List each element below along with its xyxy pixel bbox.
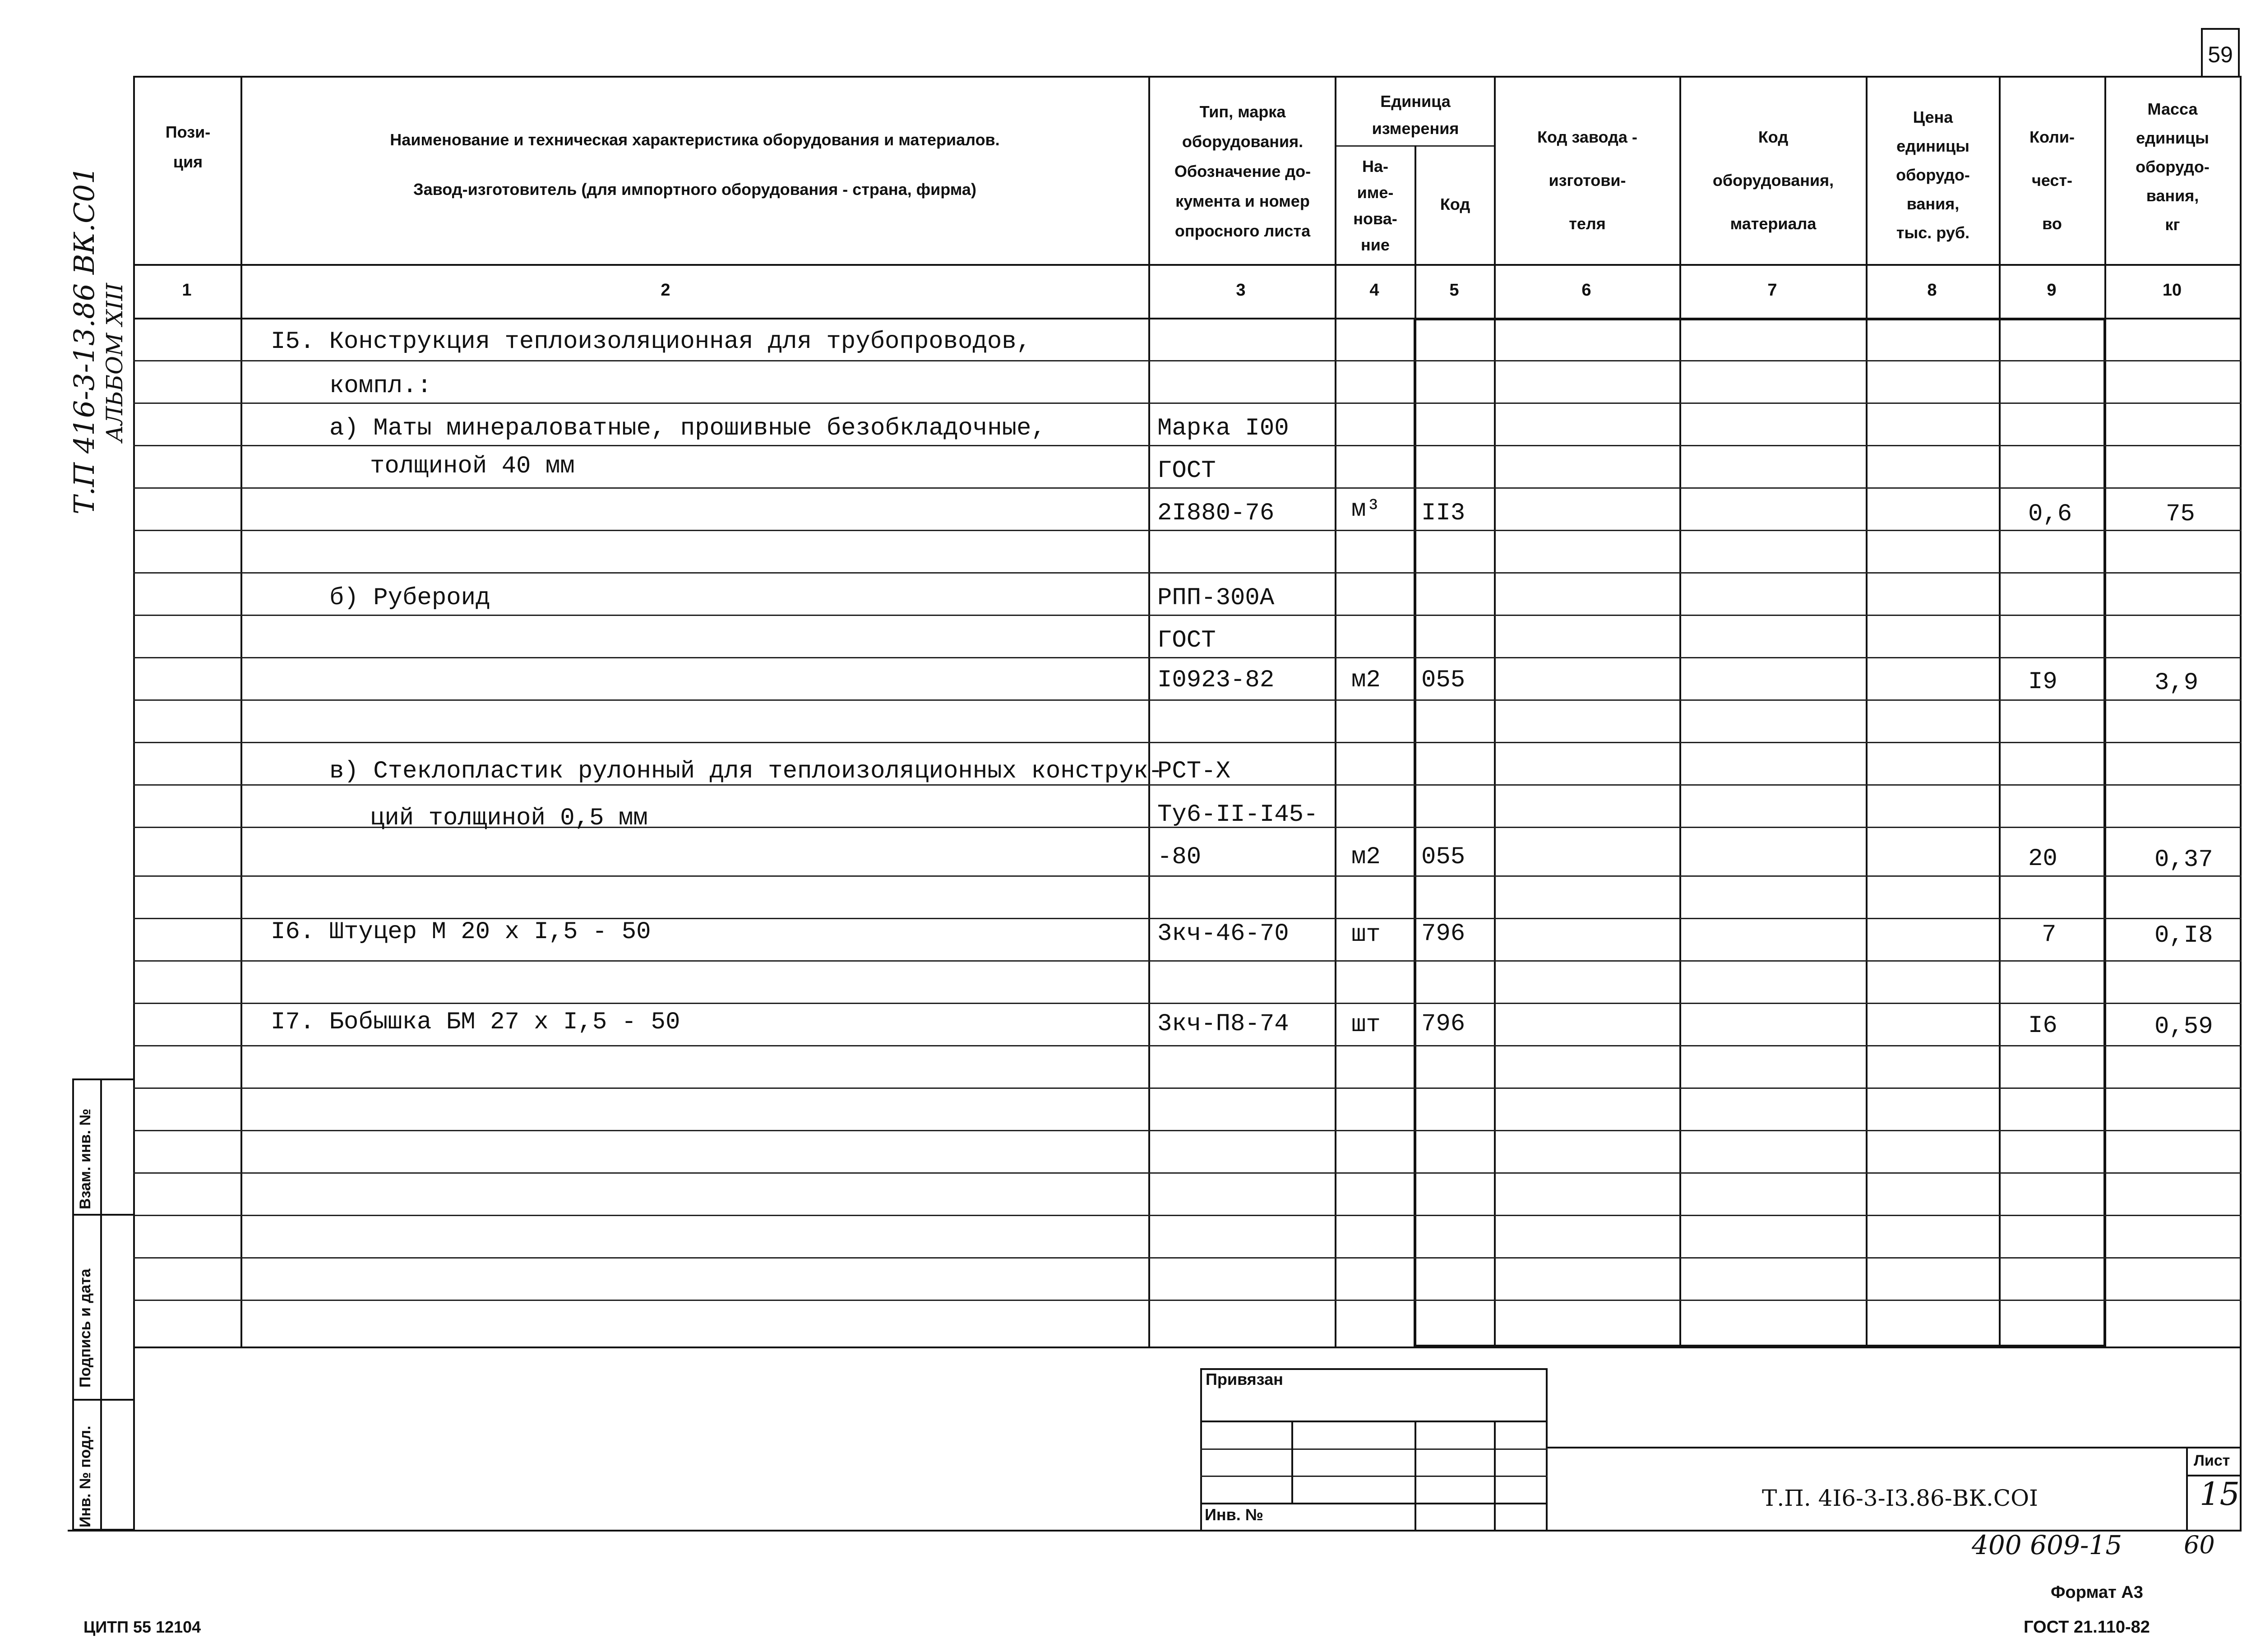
- colnum-1: 1: [182, 281, 192, 300]
- header-col10: Масса единицы оборудо- вания, кг: [2136, 100, 2210, 234]
- row-name: I5. Конструкция теплоизоляционная для трубопроводов,: [271, 328, 1031, 356]
- row-qty: 20: [2028, 845, 2057, 873]
- row-line: [133, 487, 2242, 489]
- side-stamp-vzam: Взам. инв. №: [77, 1108, 94, 1209]
- row-unit: шт: [1351, 1011, 1381, 1039]
- col-line-2: [1148, 76, 1150, 1347]
- table-bottom-line: [133, 1347, 2242, 1348]
- row-type: 3кч-П8-74: [1157, 1010, 1289, 1038]
- header-col4: На- име- нова- ние: [1353, 157, 1397, 254]
- row-qty: I6: [2028, 1012, 2057, 1040]
- row-mass: 3,9: [2154, 669, 2199, 697]
- colnum-4: 4: [1369, 281, 1379, 300]
- row-code: 796: [1421, 920, 1465, 948]
- row-unit: м2: [1351, 666, 1381, 694]
- header-col9: Коли- чест- во: [2029, 128, 2075, 233]
- row-line: [133, 1045, 2242, 1046]
- header-col2: Наименование и техническая характеристика оборудования и материалов. Завод-изготовитель (для импортного оборудования - страна, фирма): [390, 130, 1000, 199]
- header-unit-group: Единица измерения: [1372, 92, 1459, 138]
- row-type: ГОСТ: [1157, 457, 1216, 485]
- row-mass: 0,I8: [2154, 922, 2213, 949]
- header-col6: Код завода - изготови- теля: [1537, 128, 1637, 233]
- row-line: [133, 699, 2242, 701]
- col-line-1: [240, 76, 242, 1347]
- footer-left: ЦИТП 55 12104: [83, 1618, 201, 1636]
- row-code: 055: [1421, 666, 1465, 694]
- row-qty: 7: [2042, 921, 2057, 949]
- row-type: 3кч-46-70: [1157, 920, 1289, 948]
- list-value: 15: [2200, 1476, 2240, 1513]
- side-stamp-podpis: Подпись и дата: [77, 1268, 94, 1388]
- row-line: [133, 657, 2242, 658]
- header-col5: Код: [1440, 195, 1470, 213]
- header-col8: Цена единицы оборудо- вания, тыс. руб.: [1896, 108, 1970, 242]
- row-line: [133, 875, 2242, 877]
- side-stamp-divider: [100, 1078, 102, 1531]
- row-name: в) Стеклопластик рулонный для теплоизоляционных конструк-: [329, 758, 1163, 785]
- thick-box: [1414, 318, 2106, 1347]
- row-code: 055: [1421, 843, 1465, 871]
- row-unit: м³: [1351, 496, 1381, 523]
- header-col3: Тип, марка оборудования. Обозначение до- кумента и номер опросного листа: [1174, 102, 1311, 240]
- row-line: [133, 403, 2242, 404]
- col-line-3: [1335, 76, 1336, 1347]
- frame-top-line: [133, 76, 2242, 78]
- row-line: [133, 742, 2242, 743]
- doc-block-top: [1548, 1447, 2242, 1448]
- colnum-9: 9: [2047, 281, 2057, 300]
- row-mass: 0,59: [2154, 1013, 2213, 1041]
- row-line: [133, 1087, 2242, 1089]
- colnum-10: 10: [2162, 281, 2182, 300]
- row-name: I7. Бобышка БМ 27 х I,5 - 50: [271, 1009, 680, 1036]
- side-stamp-line: [72, 1214, 135, 1216]
- row-line: [133, 530, 2242, 531]
- side-stamp-inv-podl: Инв. № подл.: [77, 1425, 94, 1527]
- row-line: [133, 1257, 2242, 1259]
- handwritten-bottom-code: 400 609-15: [1972, 1530, 2122, 1560]
- handwritten-side-album: АЛЬБОМ XIII: [102, 283, 128, 442]
- row-line: [133, 1172, 2242, 1174]
- row-code: 796: [1421, 1010, 1465, 1038]
- tb-vline: [1415, 1421, 1416, 1531]
- handwritten-bottom-num: 60: [2184, 1531, 2215, 1559]
- row-line: [133, 1215, 2242, 1216]
- row-name: б) Рубероид: [329, 584, 490, 612]
- row-type: РПП-300А: [1157, 584, 1275, 612]
- row-name: I6. Штуцер М 20 х I,5 - 50: [271, 918, 651, 946]
- row-line: [133, 1130, 2242, 1131]
- footer-gost: ГОСТ 21.110-82: [2024, 1618, 2150, 1637]
- colnum-8: 8: [1927, 281, 1937, 300]
- row-type: Ту6-II-I45-: [1157, 801, 1318, 828]
- row-unit: шт: [1351, 921, 1381, 949]
- row-type: РСТ-Х: [1157, 758, 1231, 785]
- row-mass: 0,37: [2154, 846, 2213, 874]
- row-unit: м2: [1351, 843, 1381, 871]
- format-label: Формат А3: [2051, 1583, 2143, 1602]
- top-sheet-number: 59: [2208, 42, 2233, 67]
- list-label: Лист: [2194, 1452, 2230, 1469]
- colnum-2: 2: [661, 281, 670, 300]
- row-line: [133, 572, 2242, 574]
- tb-vline: [1291, 1421, 1293, 1503]
- row-type: I0923-82: [1157, 666, 1275, 694]
- frame-bottom-line: [68, 1530, 2242, 1532]
- frame-right-line: [2240, 76, 2242, 1531]
- row-qty: I9: [2028, 668, 2057, 696]
- row-name: компл.:: [329, 372, 432, 400]
- row-type: Марка I00: [1157, 415, 1289, 442]
- header-col7: Код оборудования, материала: [1712, 128, 1834, 233]
- row-name: а) Маты минераловатные, прошивные безобкладочные,: [329, 415, 1046, 442]
- list-divider: [2186, 1447, 2188, 1531]
- row-line: [133, 960, 2242, 962]
- colnum-5: 5: [1449, 281, 1459, 300]
- row-mass: 75: [2166, 500, 2195, 528]
- header-col1: Пози- ция: [165, 123, 211, 171]
- row-type: ГОСТ: [1157, 627, 1216, 654]
- tb-vline: [1494, 1421, 1496, 1531]
- side-stamp-line: [72, 1399, 135, 1401]
- row-name: толщиной 40 мм: [370, 453, 575, 480]
- row-qty: 0,6: [2028, 500, 2072, 528]
- doc-code: Т.П. 4I6-3-I3.86-ВК.СОI: [1762, 1485, 2038, 1511]
- privyazan-label: Привязан: [1206, 1370, 1283, 1388]
- row-type: 2I880-76: [1157, 500, 1275, 527]
- inv-no-label: Инв. №: [1205, 1505, 1263, 1524]
- row-line: [133, 445, 2242, 446]
- row-name: ций толщиной 0,5 мм: [370, 805, 648, 832]
- row-line: [133, 1300, 2242, 1301]
- row-line: [133, 360, 2242, 361]
- row-line: [133, 615, 2242, 616]
- handwritten-side-code: Т.П 416-3-13.86 ВК.С01: [68, 166, 101, 514]
- row-type: -80: [1157, 843, 1202, 871]
- colnum-6: 6: [1581, 281, 1591, 300]
- colnum-3: 3: [1236, 281, 1246, 300]
- header-bottom-line: [133, 264, 2242, 266]
- row-code: II3: [1421, 500, 1465, 527]
- row-line: [133, 1003, 2242, 1004]
- colnum-7: 7: [1767, 281, 1777, 300]
